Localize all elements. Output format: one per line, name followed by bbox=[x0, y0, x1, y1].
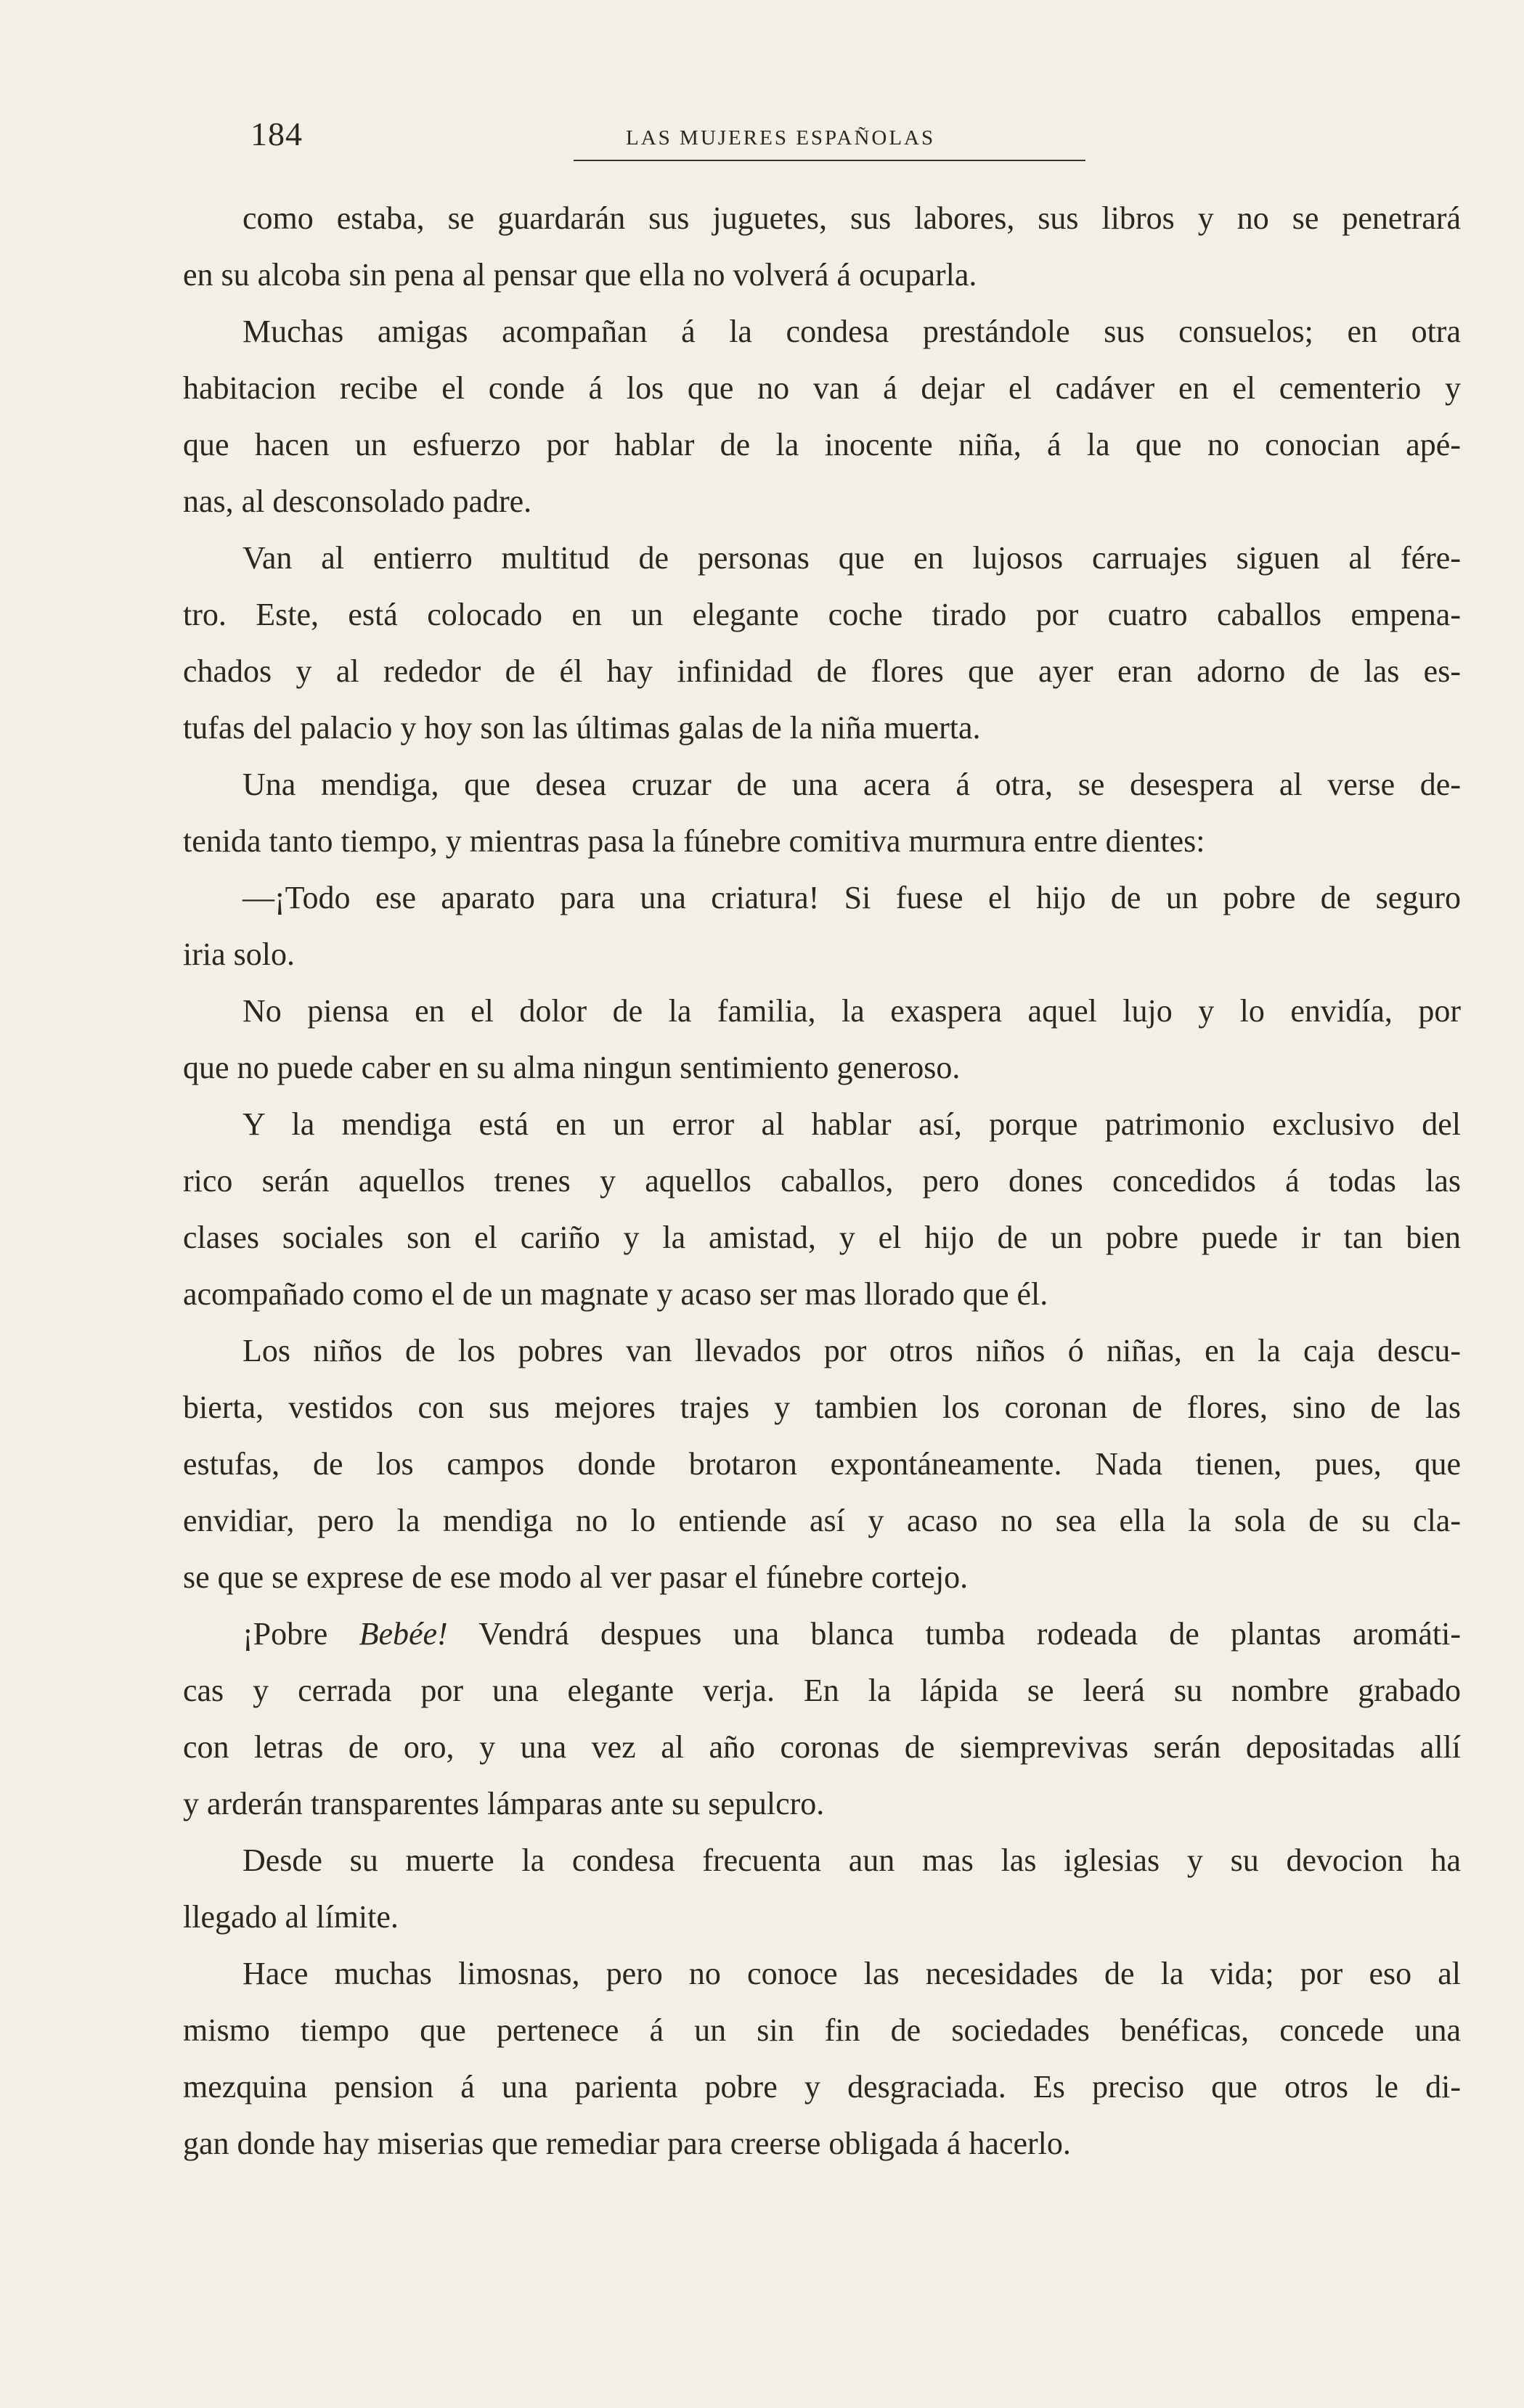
body-text bbox=[183, 190, 1461, 2172]
paragraph bbox=[183, 983, 1461, 1096]
running-title: LAS MUJERES ESPAÑOLAS bbox=[626, 126, 936, 150]
text-line: tro. Este, está colocado en un elegante coche tirado por cuatro caballos empena- bbox=[183, 597, 1461, 632]
text-line: que no puede caber en su alma ningun sentimiento generoso. bbox=[183, 1050, 961, 1085]
text-line: iria solo. bbox=[183, 936, 295, 972]
text-line: envidiar, pero la mendiga no lo entiende así y acaso no sea ella la sola de su cla- bbox=[183, 1503, 1461, 1538]
paragraph bbox=[183, 190, 1461, 303]
paragraph bbox=[183, 1606, 1461, 1832]
text-line: ¡Pobre Bebée! Vendrá despues una blanca tumba rodeada de plantas aromáti- bbox=[243, 1616, 1461, 1652]
text-line: gan donde hay miserias que remediar para creerse obligada á hacerlo. bbox=[183, 2126, 1071, 2161]
page-number: 184 bbox=[250, 115, 303, 152]
text-line: tenida tanto tiempo, y mientras pasa la fúnebre comitiva murmura entre dientes: bbox=[183, 823, 1205, 859]
text-line: mismo tiempo que pertenece á un sin fin de sociedades benéficas, concede una bbox=[183, 2012, 1461, 2048]
italic-name: Bebée! bbox=[359, 1616, 448, 1652]
text-line: estufas, de los campos donde brotaron expontáneamente. Nada tienen, pues, que bbox=[183, 1446, 1461, 1482]
paragraph bbox=[183, 756, 1461, 870]
text-line: Hace muchas limosnas, pero no conoce las necesidades de la vida; por eso al bbox=[243, 1956, 1461, 1991]
text-line: en su alcoba sin pena al pensar que ella no volverá á ocuparla. bbox=[183, 257, 977, 293]
page-header bbox=[0, 109, 1524, 167]
text-line: tufas del palacio y hoy son las últimas galas de la niña muerta. bbox=[183, 710, 981, 746]
paragraph bbox=[183, 530, 1461, 756]
paragraph bbox=[183, 1946, 1461, 2172]
text-line: mezquina pension á una parienta pobre y desgraciada. Es preciso que otros le di- bbox=[183, 2069, 1461, 2105]
text-line: rico serán aquellos trenes y aquellos caballos, pero dones concedidos á todas las bbox=[183, 1163, 1461, 1199]
text-line: nas, al desconsolado padre. bbox=[183, 483, 532, 519]
text-line: se que se exprese de ese modo al ver pasar el fúnebre cortejo. bbox=[183, 1559, 969, 1595]
paragraph bbox=[183, 1832, 1461, 1946]
text-line: y arderán transparentes lámparas ante su sepulcro. bbox=[183, 1786, 825, 1821]
paragraph bbox=[183, 1323, 1461, 1606]
text-line: Y la mendiga está en un error al hablar así, porque patrimonio exclusivo del bbox=[243, 1106, 1461, 1142]
text-line: cas y cerrada por una elegante verja. En la lápida se leerá su nombre grabado bbox=[183, 1673, 1461, 1708]
text-line: chados y al rededor de él hay infinidad de flores que ayer eran adorno de las es- bbox=[183, 653, 1461, 689]
text-line: con letras de oro, y una vez al año coronas de siemprevivas serán depositadas allí bbox=[183, 1729, 1461, 1765]
text-line: llegado al límite. bbox=[183, 1899, 399, 1935]
text-line: habitacion recibe el conde á los que no van á dejar el cadáver en el cementerio y bbox=[183, 370, 1461, 406]
text-line: como estaba, se guardarán sus juguetes, sus labores, sus libros y no se penetrará bbox=[243, 200, 1461, 236]
text-line: Muchas amigas acompañan á la condesa prestándole sus consuelos; en otra bbox=[243, 314, 1461, 349]
paragraph bbox=[183, 870, 1461, 983]
text-line: bierta, vestidos con sus mejores trajes y tambien los coronan de flores, sino de las bbox=[183, 1389, 1461, 1425]
text-line: que hacen un esfuerzo por hablar de la inocente niña, á la que no conocian apé- bbox=[183, 427, 1461, 462]
text-line: clases sociales son el cariño y la amistad, y el hijo de un pobre puede ir tan bien bbox=[183, 1220, 1461, 1255]
paragraph bbox=[183, 303, 1461, 530]
text-line: Desde su muerte la condesa frecuenta aun mas las iglesias y su devocion ha bbox=[243, 1842, 1461, 1878]
text-line: Los niños de los pobres van llevados por otros niños ó niñas, en la caja descu- bbox=[243, 1333, 1461, 1368]
paragraph bbox=[183, 1096, 1461, 1323]
text-line: acompañado como el de un magnate y acaso ser mas llorado que él. bbox=[183, 1276, 1048, 1312]
text-line: —¡Todo ese aparato para una criatura! Si fuese el hijo de un pobre de seguro bbox=[243, 880, 1461, 915]
text-line: Una mendiga, que desea cruzar de una acera á otra, se desespera al verse de- bbox=[243, 767, 1461, 802]
header-rule bbox=[574, 160, 1085, 161]
text-line: No piensa en el dolor de la familia, la exaspera aquel lujo y lo envidía, por bbox=[243, 993, 1461, 1029]
text-line: Van al entierro multitud de personas que en lujosos carruajes siguen al fére- bbox=[243, 540, 1461, 576]
